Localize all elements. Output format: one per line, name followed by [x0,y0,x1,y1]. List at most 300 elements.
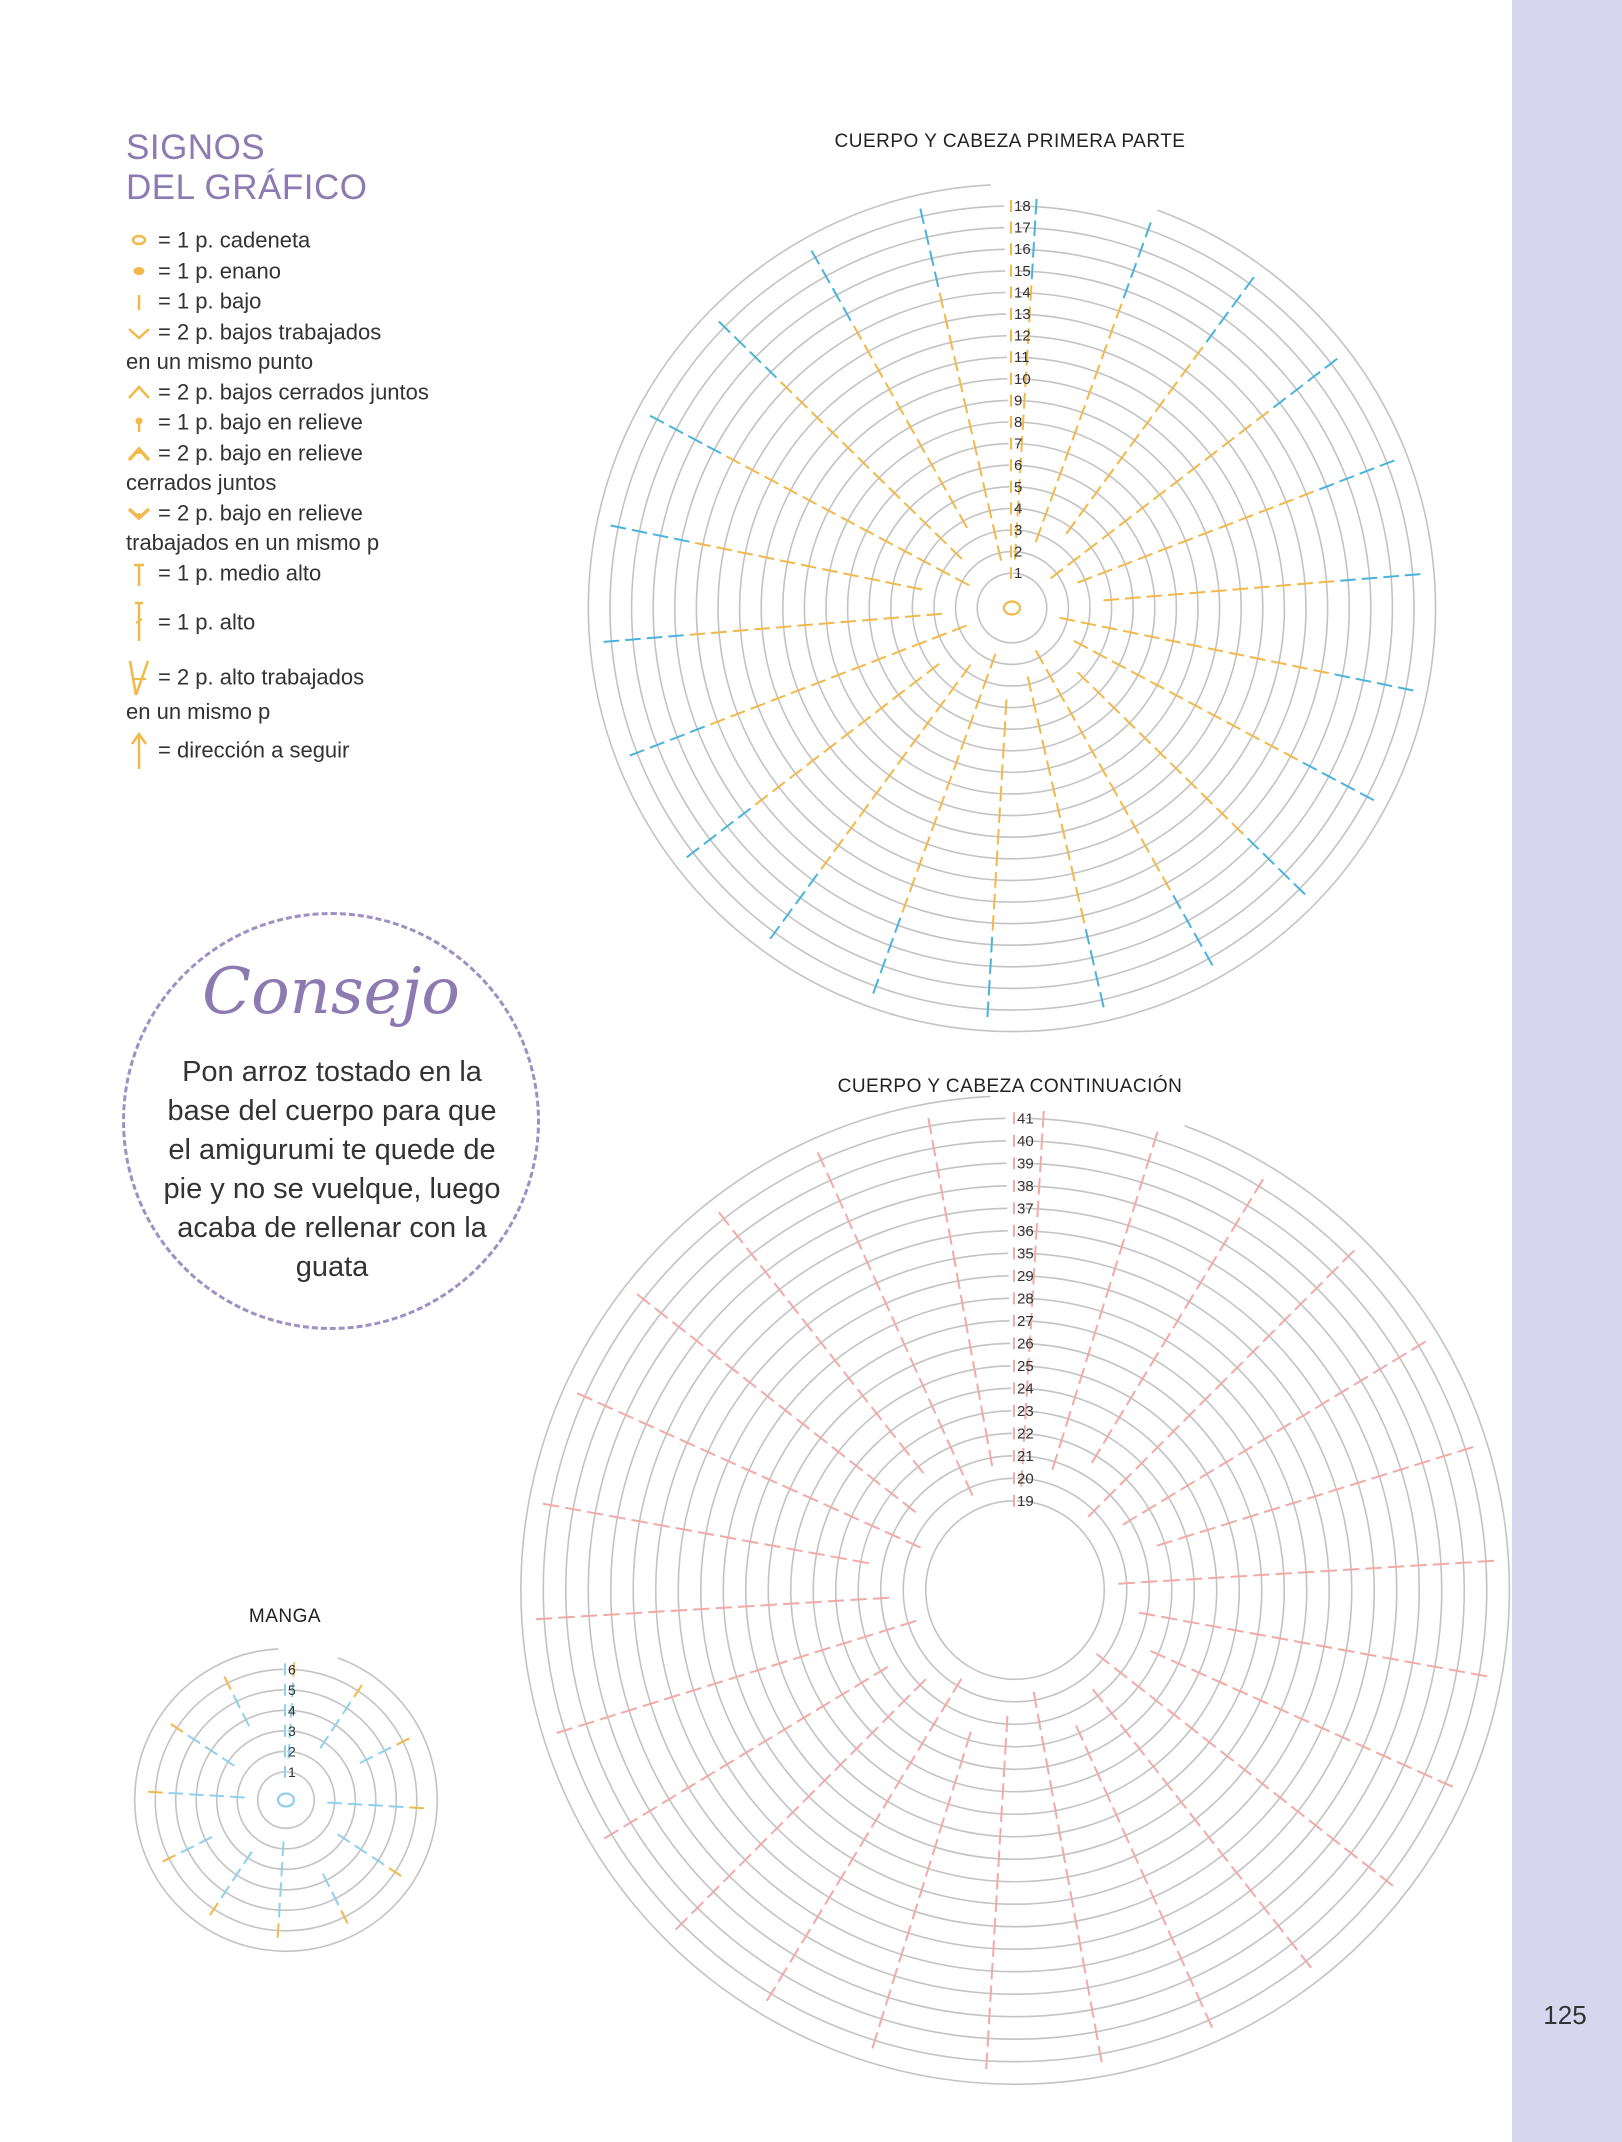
stitch-mark [739,1748,753,1757]
stitch-mark [1276,1573,1293,1574]
round-number: 11 [1014,349,1030,367]
stitch-mark [770,926,779,939]
stitch-mark [1190,1813,1200,1826]
stitch-mark [1120,801,1128,815]
stitch-mark [895,1775,904,1789]
stitch-mark [1219,312,1228,325]
round-ring [977,573,1047,643]
stitch-mark [558,1617,575,1618]
stitch-mark [1340,580,1356,581]
stitch-mark [543,1504,559,1507]
stitch-mark [989,980,990,996]
stitch-mark [738,1606,755,1607]
stitch-mark [1085,543,1097,553]
stitch-mark [372,1857,384,1865]
stitch-mark [733,630,749,631]
stitch-mark [1253,1697,1268,1704]
stitch-mark [923,717,932,730]
stitch-mark [389,1868,401,1876]
round-number: 8 [1014,414,1023,431]
stitch-mark [767,1987,776,2001]
stitch-mark [1183,1621,1199,1624]
stitch-mark [354,1685,362,1697]
stitch-mark [873,1598,889,1599]
stitch-mark [1141,1581,1157,1582]
stitch-mark [822,507,836,514]
stitch-mark [998,1851,999,1868]
stitch-mark [875,364,883,378]
stitch-mark [1256,1779,1269,1789]
stitch-mark [818,1152,825,1167]
stitch-mark [279,1903,280,1918]
stitch-mark [1362,1862,1375,1872]
stitch-mark [913,1460,923,1473]
stitch-mark [1197,1275,1206,1289]
stitch-mark [837,1871,846,1885]
round-number: 26 [1017,1335,1034,1353]
stitch-mark [1023,415,1024,431]
stitch-mark [1392,1353,1406,1362]
round-number: 37 [1017,1200,1034,1218]
round-number: 29 [1017,1267,1034,1285]
round-number: 3 [288,1722,296,1739]
stitch-mark [1122,1828,1129,1843]
round-number: 39 [1017,1155,1034,1173]
stitch-mark [860,527,874,534]
stitch-mark [1245,277,1254,290]
center-chain [278,1794,294,1807]
stitch-mark [1093,1689,1103,1702]
stitch-mark [872,1813,881,1827]
stitch-mark [1188,702,1202,709]
stitch-mark [690,634,706,635]
stitch-mark [668,635,684,636]
stitch-mark [332,1719,340,1731]
stitch-mark [941,1698,950,1712]
stitch-mark [360,1757,373,1764]
stitch-mark [1132,1682,1145,1692]
stitch-mark [816,1702,830,1711]
stitch-mark [690,1336,703,1346]
stitch-mark [850,1461,863,1471]
stitch-mark [906,1541,921,1548]
stitch-mark [1255,1179,1264,1193]
stitch-mark [990,1985,991,2002]
stitch-mark [1136,503,1148,513]
stitch-mark [681,1783,695,1792]
stitch-mark [1134,1742,1144,1755]
stitch-mark [631,1520,647,1523]
round-ring [926,1501,1105,1679]
stitch-mark [917,558,931,565]
round-number: 2 [1014,543,1023,561]
stitch-mark [243,1713,250,1726]
legend-item-text: = 2 p. bajo en relieve [158,500,363,526]
stitch-mark [796,891,805,904]
stitch-mark [1141,839,1149,853]
stitch-mark [864,1255,871,1270]
stitch-mark [1192,1669,1207,1676]
stitch-mark [1471,1673,1487,1676]
stitch-mark [1150,1890,1157,1905]
stitch-mark [776,626,792,627]
round-number: 24 [1017,1380,1034,1398]
stitch-mark [813,1910,822,1924]
round-number: 27 [1017,1312,1034,1330]
stitch-mark [832,1447,845,1457]
stitch-mark [782,1485,797,1492]
stitch-mark [1085,1746,1092,1761]
stitch-mark [688,436,702,443]
stitch-mark [779,1405,792,1415]
stitch-mark [625,639,641,640]
stitch-mark [999,807,1000,823]
stitch-mark [927,614,943,615]
stitch-mark [938,1419,945,1434]
stitch-mark [1238,1446,1252,1455]
stitch-mark [1043,1111,1044,1127]
stitch-mark [1362,578,1378,579]
stitch-mark [1405,574,1421,575]
stitch-mark [1171,1660,1186,1667]
stitch-mark [1259,1902,1269,1915]
stitch-mark [1204,1831,1214,1844]
stitch-mark [1002,764,1003,780]
stitch-mark [1397,1762,1412,1769]
stitch-mark [1178,1951,1185,1966]
stitch-mark [833,288,841,302]
stitch-mark [1062,1847,1065,1863]
round-number: 2 [288,1743,296,1760]
stitch-mark [1200,1470,1214,1479]
stitch-mark [803,497,817,504]
stitch-mark [988,2030,989,2047]
stitch-mark [1141,1869,1148,1884]
stitch-mark [169,1793,184,1794]
stitch-mark [1433,1564,1450,1565]
stitch-mark [655,1308,668,1318]
stitch-mark [1112,661,1126,668]
stitch-mark [1104,1787,1111,1802]
stitch-mark [847,822,856,835]
stitch-mark [930,1717,939,1731]
stitch-mark [650,416,664,423]
stitch-mark [1066,521,1075,534]
stitch-mark [1006,700,1007,716]
stitch-mark [987,1002,988,1018]
stitch-mark [327,1803,342,1804]
stitch-mark [320,1736,328,1748]
stitch-mark [901,1337,908,1352]
stitch-mark [1113,1807,1120,1822]
stitch-mark [936,700,945,713]
stitch-mark [860,1833,869,1847]
stitch-mark [1110,782,1118,796]
stitch-mark [1211,590,1227,591]
stitch-mark [1294,1716,1309,1723]
stitch-mark [841,517,855,524]
stitch-mark [1104,469,1113,482]
legend-item-text: = 2 p. bajos trabajados [158,319,382,345]
stitch-mark [624,1818,638,1827]
stitch-mark [1089,745,1097,759]
stitch-mark [927,664,939,674]
stitch-mark [1130,434,1139,447]
legend-item-text: = 1 p. bajo en relieve [158,410,363,436]
stitch-mark [1076,1725,1083,1740]
stitch-mark [953,1679,962,1693]
legend-item-text: = 1 p. bajo [158,289,262,315]
stitch-mark [1103,1430,1112,1444]
stitch-mark [858,716,870,726]
stitch-mark [1296,1411,1310,1420]
stitch-mark [1356,1743,1371,1750]
stitch-mark [1303,763,1317,770]
stitch-mark [1131,671,1145,678]
stitch-mark [788,1301,798,1314]
stitch-mark [996,1895,997,1912]
stitch-mark [1208,1577,1225,1578]
stitch-mark [873,1276,880,1291]
stitch-mark [1169,692,1183,699]
stitch-mark [1168,594,1184,595]
stitch-mark [989,2008,990,2025]
stitch-mark [994,1918,995,1935]
stitch-mark [643,1807,657,1816]
stitch-mark [1185,1295,1194,1309]
stitch-mark [1232,295,1241,308]
stitch-mark [1256,411,1268,420]
stitch-mark [1132,1849,1139,1864]
stitch-mark [1277,1423,1291,1432]
stitch-mark [834,839,843,852]
stitch-mark [827,1173,834,1188]
stitch-mark [778,1725,792,1734]
stitch-mark [1005,1738,1006,1755]
stitch-mark [536,1618,553,1619]
stitch-mark [1327,1834,1340,1844]
stitch-mark [1187,1972,1194,1987]
legend-item-text: = 1 p. enano [158,258,281,284]
stitch-mark [844,1513,859,1520]
stitch-mark [1036,650,1044,664]
stitch-mark [892,1317,899,1332]
round-number: 6 [1014,457,1023,475]
stitch-mark [783,1603,800,1604]
stitch-mark [1092,486,1101,499]
stitch-mark [1254,587,1270,588]
stitch-mark [1046,669,1054,683]
stitch-mark [1188,464,1200,474]
stitch-mark [1004,1761,1005,1778]
stitch-mark [163,1855,176,1862]
stitch-mark [1068,556,1080,566]
stitch-mark [148,1792,163,1793]
stitch-mark [1068,707,1076,721]
stitch-mark [587,1512,603,1515]
round-number: 36 [1017,1222,1034,1240]
stitch-mark [409,1807,424,1808]
stitch-mark [1181,1481,1195,1490]
stitch-mark [1297,583,1313,584]
legend-item-continuation: en un mismo p [126,699,271,725]
stitch-mark [1000,786,1001,802]
stitch-mark [875,703,887,713]
stitch-mark [662,1795,676,1804]
stitch-mark [994,894,995,910]
stitch-mark [1041,1133,1042,1150]
stitch-mark [1325,359,1337,369]
stitch-mark [1117,452,1126,465]
stitch-mark [701,1772,715,1781]
stitch-mark [281,1862,282,1877]
stitch-mark [1168,382,1177,395]
stitch-mark [855,1234,862,1249]
stitch-mark [1162,1333,1171,1347]
stitch-mark [1093,651,1107,658]
stitch-mark [1309,1820,1322,1830]
stitch-mark [918,1736,927,1750]
stitch-mark [189,1794,203,1795]
stitch-mark [1032,264,1033,280]
stitch-mark [1138,1372,1147,1386]
stitch-mark [824,743,836,753]
round-ring [610,206,1414,1010]
stitch-mark [355,1846,367,1854]
stitch-mark [746,466,760,473]
stitch-mark [1167,1709,1180,1719]
stitch-mark [830,1354,840,1367]
round-ring [826,422,1198,794]
stitch-mark [885,1425,895,1438]
stitch-mark [1478,1561,1495,1562]
round-ring [258,1772,315,1828]
stitch-mark [819,623,835,624]
stitch-mark [1079,504,1088,517]
stitch-mark [773,782,785,792]
stitch-mark [1119,516,1131,526]
stitch-mark [822,269,830,283]
stitch-mark [1190,592,1206,593]
stitch-mark [761,1265,771,1278]
stitch-mark [990,958,991,974]
stitch-mark [707,446,721,453]
round-number: 7 [1014,435,1023,453]
stitch-mark [1057,688,1065,702]
stitch-mark [862,619,878,620]
round-number: 25 [1017,1357,1034,1375]
stitch-mark [1104,599,1120,600]
stitch-mark [1115,1410,1124,1424]
round-number: 16 [1014,241,1031,259]
stitch-mark [992,1963,993,1980]
round-number: 6 [288,1661,296,1678]
stitch-mark [917,439,925,453]
stitch-mark [859,804,868,817]
stitch-mark [1233,588,1249,589]
round-number: 1 [1014,565,1023,583]
stitch-mark [1004,721,1005,737]
stitch-mark [221,1886,229,1898]
stitch-mark [639,1421,654,1428]
stitch-mark [1343,1569,1360,1570]
stitch-mark [1287,1937,1297,1950]
stitch-mark [1308,372,1320,382]
stitch-mark [1246,732,1260,739]
stitch-mark [765,477,779,484]
round-number: 14 [1014,284,1031,302]
stitch-mark [1194,933,1202,947]
stitch-mark [1315,1400,1329,1409]
stitch-mark [885,769,894,782]
stitch-mark [1246,1884,1256,1897]
stitch-mark [171,1724,183,1732]
stitch-mark [1320,1570,1337,1571]
stitch-mark [1222,438,1234,448]
stitch-mark [1194,347,1203,360]
stitch-mark [846,1214,853,1229]
stitch-mark [1208,1256,1217,1270]
stitch-mark [805,1602,822,1603]
stitch-mark [368,1805,382,1806]
stitch-mark [1150,682,1164,689]
stitch-mark [761,1391,774,1401]
stitch-mark [938,477,946,491]
stitch-mark [741,1467,756,1474]
stitch-mark [1273,1919,1283,1932]
stitch-mark [1148,1760,1158,1773]
stitch-mark [1040,1156,1041,1173]
stitch-mark [1380,1876,1393,1886]
stitch-mark [825,1891,834,1905]
stitch-mark [205,1747,217,1755]
diagram-title-body-part2: CUERPO Y CABEZA CONTINUACIÓN [837,1076,1183,1097]
stitch-mark [1035,1246,1036,1263]
stitch-mark [1274,1793,1287,1803]
legend-item-continuation: trabajados en un mismo p [126,529,380,555]
round-number: 41 [1017,1110,1034,1128]
stitch-mark [1143,417,1152,430]
stitch-mark [898,752,907,765]
stitch-mark [883,1296,890,1311]
stitch-mark [1221,1751,1234,1761]
stitch-mark [936,568,950,575]
stitch-mark [1139,1613,1155,1616]
round-number: 28 [1017,1290,1034,1308]
stitch-mark [659,1430,674,1437]
legend-item-text: = 2 p. bajos cerrados juntos [158,379,429,405]
stitch-mark [1173,1314,1182,1328]
stitch-mark [1074,641,1088,648]
stitch-mark [872,1407,882,1420]
round-number: 3 [1014,522,1023,539]
stitch-mark [704,835,716,845]
stitch-mark [977,1384,980,1400]
stitch-mark [283,1841,284,1856]
stitch-mark [947,1440,954,1455]
stitch-mark [874,1667,888,1676]
legend-item-text: = 1 p. alto [158,609,256,635]
stitch-mark [348,1804,363,1805]
stitch-mark [1338,1649,1354,1652]
stitch-mark [1185,1723,1198,1733]
round-number: 38 [1017,1177,1034,1195]
stitch-mark [234,1695,240,1708]
stitch-mark [1412,1342,1426,1351]
stitch-mark [1291,1806,1304,1816]
legend-item-continuation: cerrados juntos [126,469,277,495]
round-number: 15 [1014,262,1031,280]
